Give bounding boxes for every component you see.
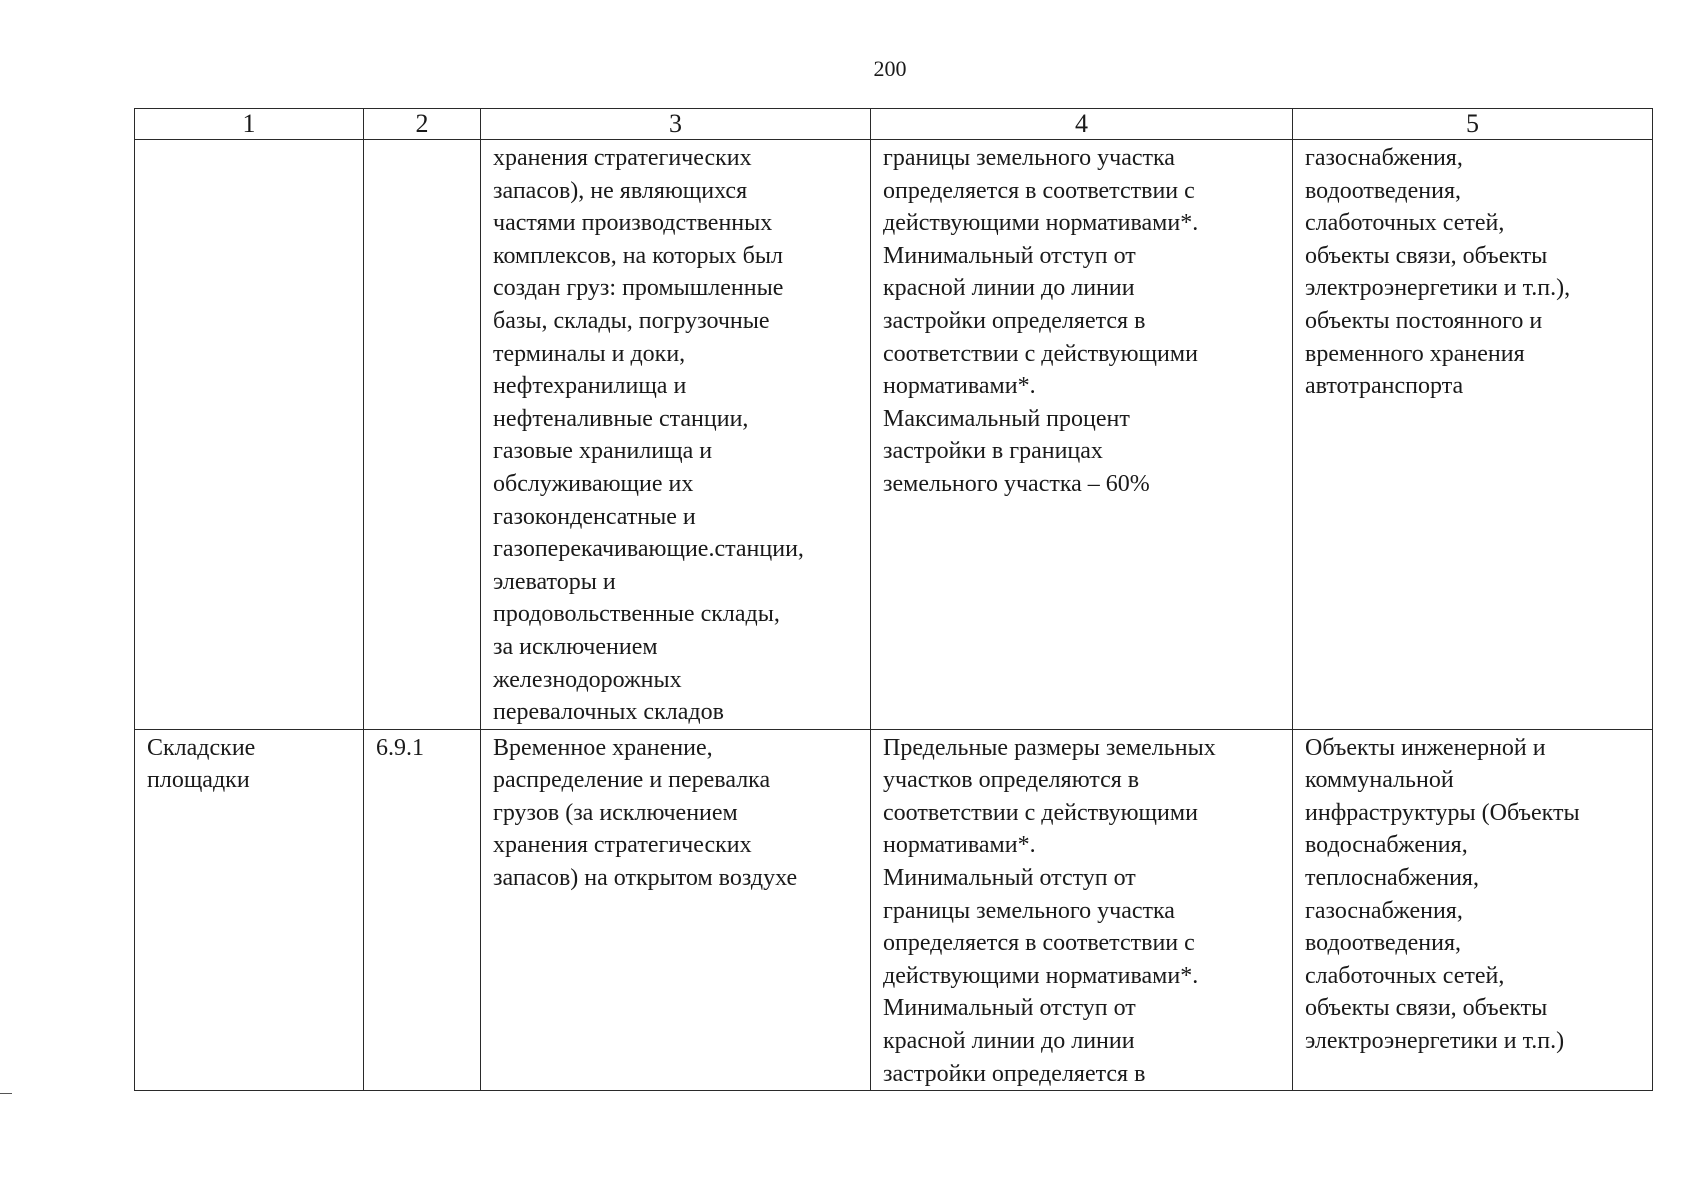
table-cell (364, 140, 481, 730)
column-header-2: 2 (364, 109, 481, 140)
column-header-3: 3 (481, 109, 871, 140)
cell-text: хранения стратегических запасов), не являющихся частями производственных комплексов, на которых был создан груз: промышленные базы, склады, погрузочные терминалы и доки, нефтехранилища и нефтеналивные станции, газовые хранилища и обслуживающие их газоконденсатные и газоперекачивающие.станции, элеваторы и продовольственные склады, за исключением железнодорожных перевалочных складов (493, 145, 804, 726)
table-cell (135, 729, 364, 1091)
table-cell (1293, 729, 1653, 1091)
cell-text (135, 140, 363, 142)
table-cell (481, 140, 871, 730)
cell-text: Временное хранение, распределение и перевалка грузов (за исключением хранения стратегических запасов) на открытом воздухе (493, 734, 798, 892)
column-header-4: 4 (871, 109, 1293, 140)
column-header-1: 1 (135, 109, 364, 140)
regulations-table (134, 108, 1653, 1091)
scan-edge-mark (0, 1093, 12, 1094)
page-number: 200 (873, 56, 907, 81)
cell-text (364, 140, 480, 142)
column-header-5: 5 (1293, 109, 1653, 140)
table-cell (364, 729, 481, 1091)
cell-text: Предельные размеры земельных участков определяются в соответствии с действующими нормативами*. Минимальный отступ от границы земельного участка определяется в соответствии с действующими нормативами*. Минимальный отступ от красной линии до линии застройки определяется в (883, 734, 1216, 1087)
table-row (135, 729, 1653, 1091)
table-cell (871, 729, 1293, 1091)
table-row (135, 140, 1653, 730)
table-cell (1293, 140, 1653, 730)
cell-text: газоснабжения, водоотведения, слаботочных сетей, объекты связи, объекты электроэнергетики и т.п.), объекты постоянного и временного хранения автотранспорта (1305, 145, 1571, 400)
cell-text: Складские площадки (147, 734, 256, 794)
table-header-row (135, 109, 1653, 140)
table-cell (481, 729, 871, 1091)
table-cell (871, 140, 1293, 730)
cell-text: границы земельного участка определяется в соответствии с действующими нормативами*. Минимальный отступ от красной линии до линии застройки определяется в соответствии с действующими нормативами*. Максимальный процент застройки в границах земельного участка – 60% (883, 145, 1199, 497)
table-cell (135, 140, 364, 730)
cell-text: 6.9.1 (376, 734, 424, 761)
cell-text: Объекты инженерной и коммунальной инфраструктуры (Объекты водоснабжения, теплоснабжения, газоснабжения, водоотведения, слаботочных сетей, объекты связи, объекты электроэнергетики и т.п.) (1305, 734, 1580, 1055)
